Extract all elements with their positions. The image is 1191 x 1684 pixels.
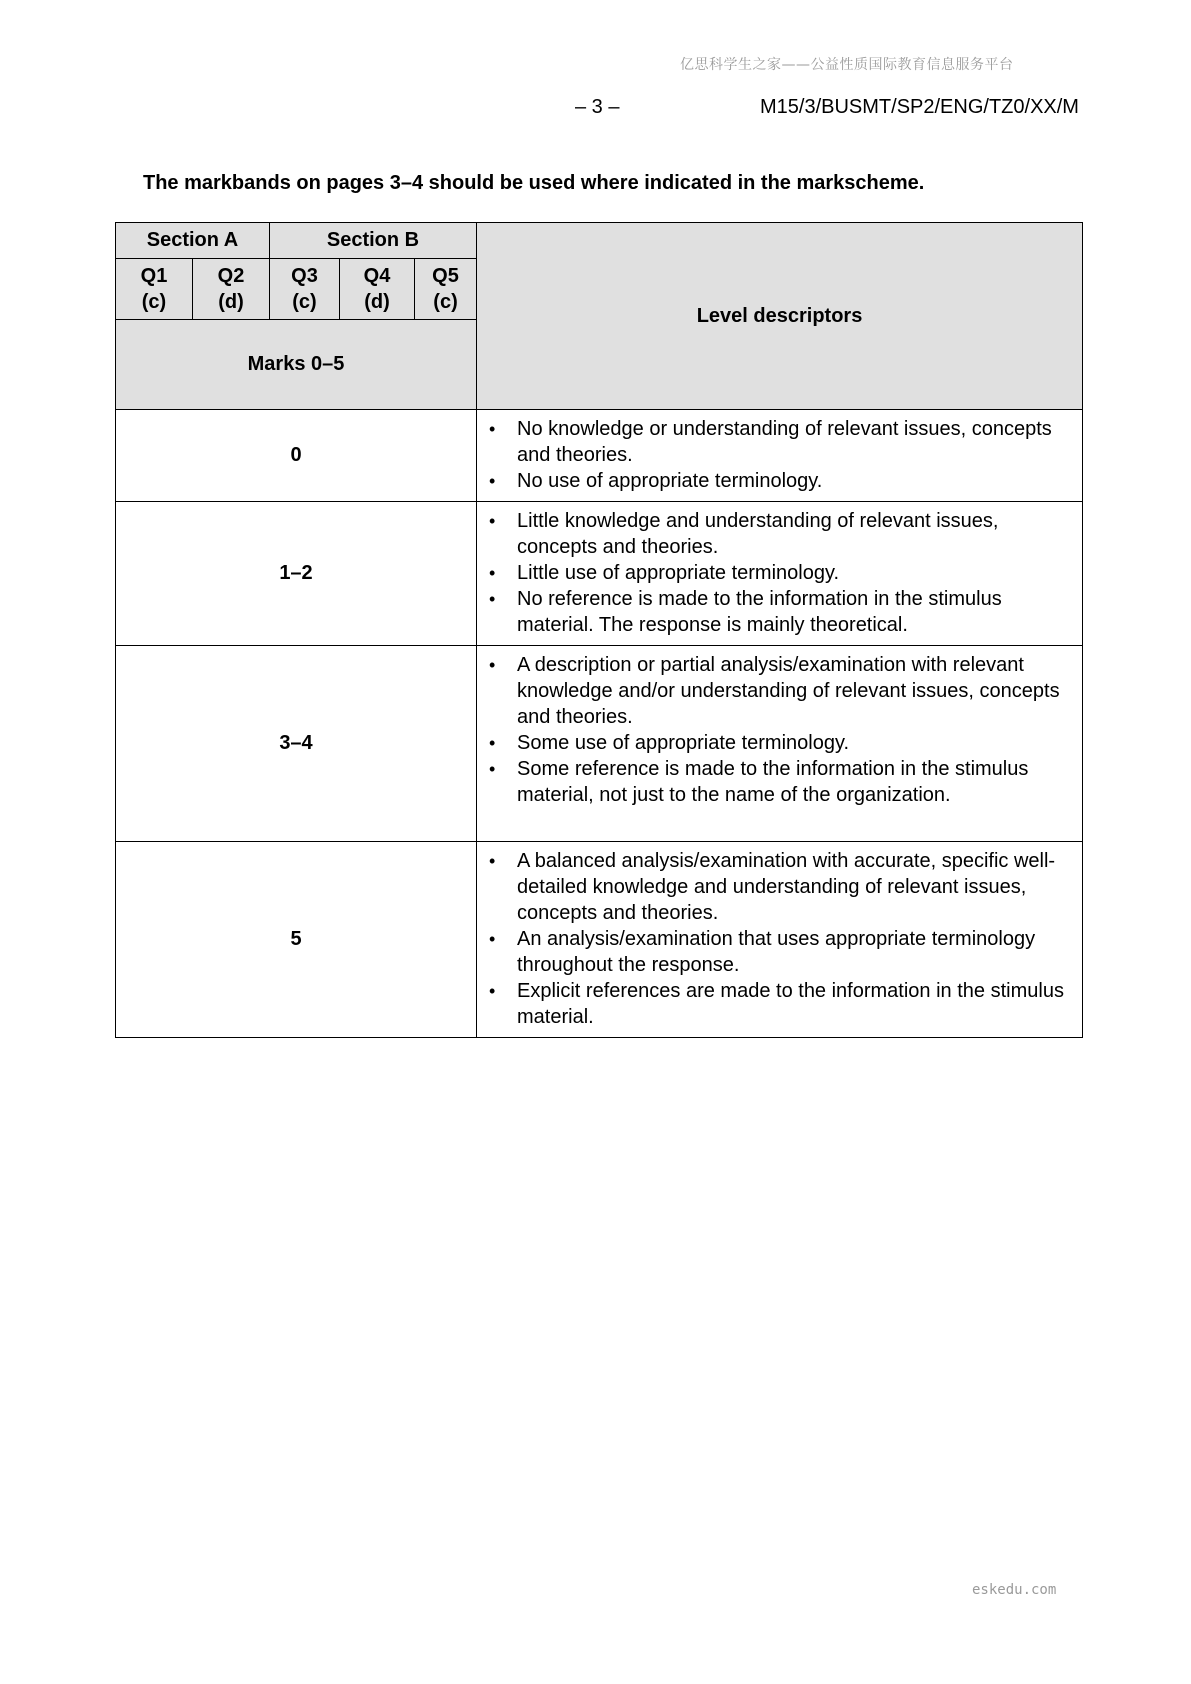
mark-band: 3–4 <box>116 646 477 842</box>
table-row <box>116 646 1083 842</box>
descriptor-item: • No use of appropriate terminology. <box>489 468 1070 494</box>
mark-band: 0 <box>116 410 477 502</box>
question-header-q1: Q1 (c) <box>116 259 193 320</box>
table-row <box>116 502 1083 646</box>
mark-band: 5 <box>116 842 477 1038</box>
table-row <box>116 842 1083 1038</box>
descriptor-item: • Little knowledge and understanding of relevant issues, concepts and theories. <box>489 508 1070 560</box>
level-descriptors-header: Level descriptors <box>477 223 1083 410</box>
markbands-table <box>115 222 1083 1038</box>
question-header-q5: Q5 (c) <box>415 259 477 320</box>
question-header-q2: Q2 (d) <box>193 259 270 320</box>
level-descriptor-cell <box>477 410 1083 502</box>
descriptor-item: • No reference is made to the information in the stimulus material. The response is mainly theoretical. <box>489 586 1070 638</box>
mark-band: 1–2 <box>116 502 477 646</box>
question-header-q4: Q4 (d) <box>340 259 415 320</box>
watermark-bottom: eskedu.com <box>972 1582 1057 1598</box>
descriptor-item: • An analysis/examination that uses appropriate terminology throughout the response. <box>489 926 1070 978</box>
page-number: – 3 – <box>575 96 620 118</box>
descriptor-item: • Explicit references are made to the information in the stimulus material. <box>489 978 1070 1030</box>
watermark-top: 亿思科学生之家——公益性质国际教育信息服务平台 <box>680 57 1014 73</box>
descriptor-item: • No knowledge or understanding of relevant issues, concepts and theories. <box>489 416 1070 468</box>
section-a-header: Section A <box>116 223 270 259</box>
document-code: M15/3/BUSMT/SP2/ENG/TZ0/XX/M <box>760 96 1079 118</box>
level-descriptor-cell <box>477 502 1083 646</box>
section-b-header: Section B <box>270 223 477 259</box>
table-row <box>116 410 1083 502</box>
descriptor-item: • Some use of appropriate terminology. <box>489 730 1070 756</box>
descriptor-item: • A balanced analysis/examination with accurate, specific well-detailed knowledge and understanding of relevant issues, concepts and theories. <box>489 848 1070 926</box>
marks-range-header: Marks 0–5 <box>116 320 477 410</box>
level-descriptor-cell <box>477 646 1083 842</box>
descriptor-item: • A description or partial analysis/examination with relevant knowledge and/or understanding of relevant issues, concepts and theories. <box>489 652 1070 730</box>
descriptor-item: • Some reference is made to the information in the stimulus material, not just to the name of the organization. <box>489 756 1070 808</box>
level-descriptor-cell <box>477 842 1083 1038</box>
question-header-q3: Q3 (c) <box>270 259 340 320</box>
intro-text: The markbands on pages 3–4 should be used where indicated in the markscheme. <box>143 172 925 194</box>
descriptor-item: • Little use of appropriate terminology. <box>489 560 1070 586</box>
